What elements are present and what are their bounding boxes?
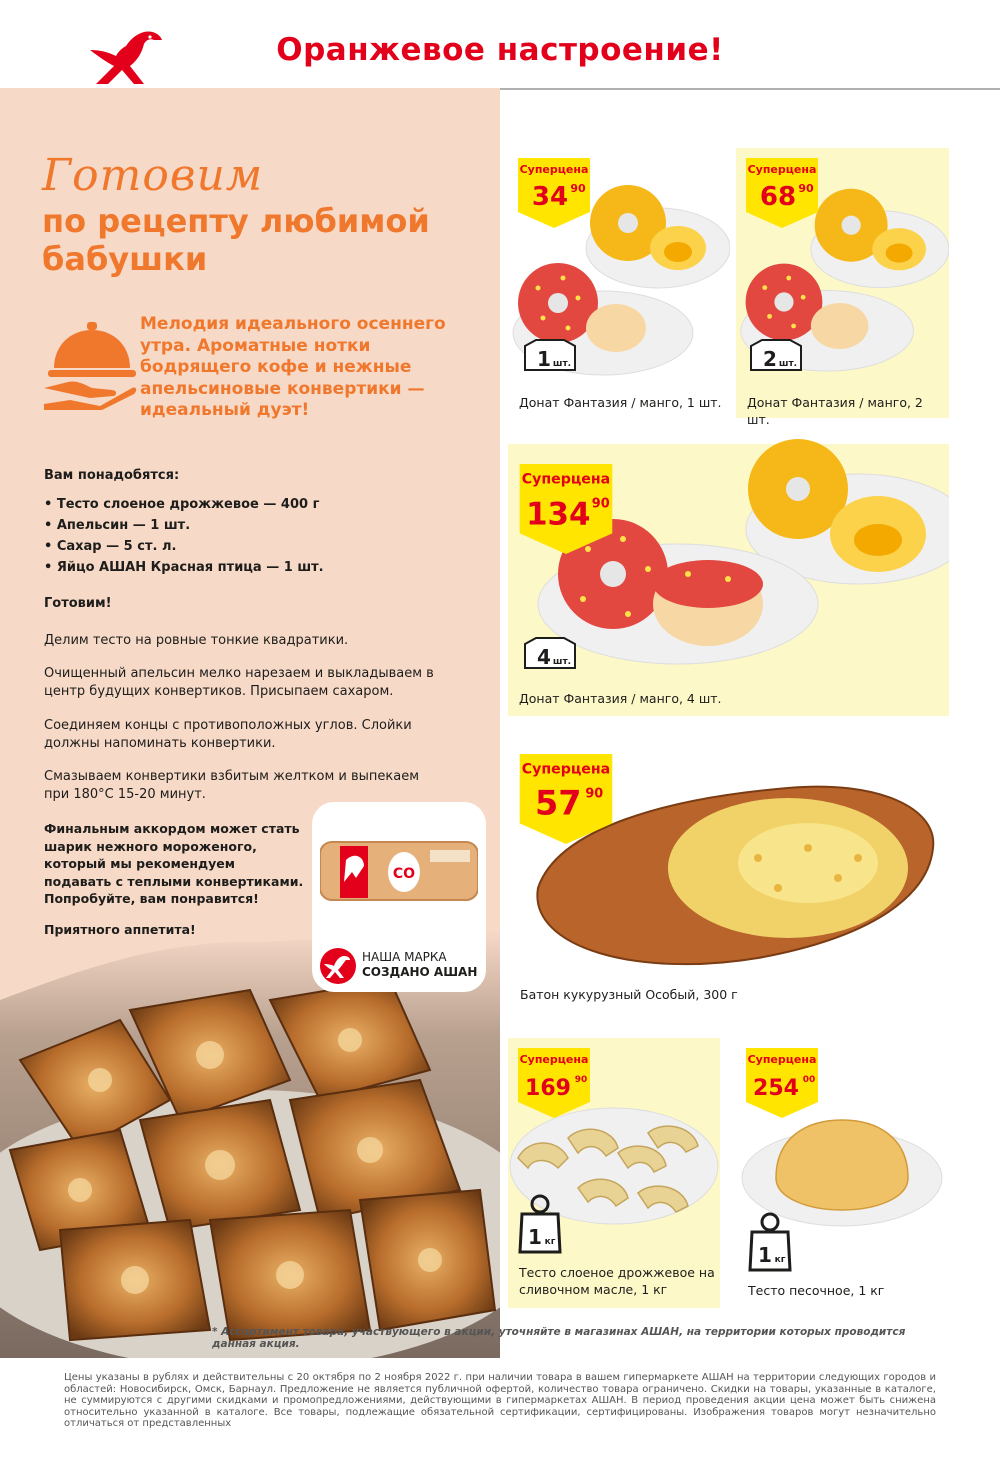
weight-value: 1 (528, 1225, 542, 1249)
page-title: Оранжевое настроение! (276, 32, 724, 68)
brand-line2: СОЗДАНО АШАН (362, 965, 478, 979)
price-cents: 90 (574, 1075, 588, 1085)
quantity-box-icon (522, 338, 578, 372)
brand-logo-icon (318, 948, 358, 984)
ingredient-item: • Апельсин — 1 шт. (44, 518, 191, 533)
product-card[interactable] (508, 444, 949, 716)
recipe-step: Делим тесто на ровные тонкие квадратики. (44, 633, 349, 648)
recipe-headline-line2: бабушки (42, 240, 208, 278)
recipe-headline-script: Готовим (42, 150, 264, 201)
quantity-unit: шт. (778, 359, 798, 369)
price-cents: 90 (570, 182, 586, 195)
weight-icon (748, 1210, 792, 1272)
price-main: 169 (525, 1076, 571, 1101)
recipe-headline-line1: по рецепту любимой (42, 202, 430, 240)
price-badge (746, 158, 818, 228)
quantity-value: 2 (763, 347, 777, 371)
weight-value: 1 (758, 1243, 772, 1267)
product-card[interactable] (508, 748, 949, 1018)
assortment-note: * Ассортимент товара, участвующего в акции, уточняйте в магазинах АШАН, на территории которых проводится данная акция. (212, 1326, 906, 1350)
auchan-bird-logo (86, 26, 166, 88)
egg-carton-image (320, 838, 478, 904)
price-main: 254 (753, 1076, 799, 1101)
ingredient-item: • Яйцо АШАН Красная птица — 1 шт. (44, 560, 324, 575)
egg-label: СО (392, 866, 416, 882)
badge-label: Суперцена (521, 761, 611, 778)
cooking-title: Готовим! (44, 596, 112, 611)
badge-label: Суперцена (747, 1053, 817, 1066)
price-badge (518, 158, 590, 228)
product-card[interactable] (736, 148, 949, 427)
brand-badge (312, 802, 486, 992)
product-name: Тесто слоеное дрожжевое на сливочном масле, 1 кг (519, 1265, 715, 1297)
recipe-step: Соединяем концы с противоположных углов. Слойки должны напоминать конвертики. (44, 718, 412, 751)
ingredients-list (44, 494, 324, 578)
product-card[interactable] (736, 1038, 949, 1308)
quantity-box-icon (522, 636, 578, 670)
product-card[interactable] (508, 1038, 720, 1308)
badge-label: Суперцена (521, 471, 611, 488)
badge-label: Суперцена (519, 163, 589, 176)
price-main: 134 (526, 496, 591, 533)
badge-label: Суперцена (747, 163, 817, 176)
price-badge (746, 1048, 818, 1118)
ingredient-item: • Сахар — 5 ст. л. (44, 539, 177, 554)
ingredients-title: Вам понадобятся: (44, 468, 180, 483)
weight-unit: кг (544, 1237, 556, 1247)
product-name: Донат Фантазия / манго, 4 шт. (519, 691, 722, 706)
product-name: Донат Фантазия / манго, 1 шт. (519, 395, 722, 410)
ingredient-item: • Тесто слоеное дрожжевое — 400 г (44, 497, 320, 512)
legal-disclaimer: Цены указаны в рублях и действительны с 20 октября по 2 ноября 2022 г. при наличии товара в вашем гипермаркете АШАН на территории следующих городов и областей: Новосибирск, Омск, Барнаул. Предложение не является публичной офертой, количество товара ограничено. Скидки на товары, указанные в каталоге, не суммируются с другими скидками и промопредложениями, действующими в гипермаркетах АШАН. В период проведения акции цена может быть снижена относительно указанной в каталоге. Все товары, подлежащие обязательной сертификации, сертифицированы. Изображения товаров могут незначительно отличаться от представленных (64, 1372, 936, 1430)
recipe-step: Очищенный апельсин мелко нарезаем и выкладываем в центр будущих конвертиков. Присыпаем сахаром. (44, 666, 434, 699)
brand-line1: НАША МАРКА (362, 950, 447, 964)
price-badge (518, 1048, 590, 1118)
product-name: Тесто песочное, 1 кг (748, 1283, 885, 1298)
weight-unit: кг (774, 1255, 786, 1265)
quantity-unit: шт. (552, 657, 572, 667)
pastry-photo (0, 930, 500, 1358)
quantity-unit: шт. (552, 359, 572, 369)
product-name: Батон кукурузный Особый, 300 г (520, 987, 738, 1002)
badge-label: Суперцена (519, 1053, 589, 1066)
recipe-intro: Мелодия идеального осеннего утра. Ароматные нотки бодрящего кофе и нежные апельсиновые конвертики — идеальный дуэт! (140, 314, 446, 420)
product-card[interactable] (508, 148, 730, 418)
price-cents: 90 (798, 182, 814, 195)
price-cents: 00 (802, 1075, 816, 1085)
recipe-final-note: Финальным аккордом может стать шарик нежного мороженого, который мы рекомендуем подавать с теплыми конвертиками. Попробуйте, вам понравится! (44, 821, 304, 906)
product-name: Донат Фантазия / манго, 2 шт. (747, 395, 923, 427)
quantity-value: 1 (537, 347, 551, 371)
quantity-box-icon (748, 338, 804, 372)
quantity-value: 4 (537, 645, 551, 669)
recipe-enjoy: Приятного аппетита! (44, 922, 196, 937)
price-cents: 90 (591, 496, 610, 512)
price-badge (518, 754, 614, 844)
price-main: 57 (535, 783, 582, 823)
price-badge (518, 464, 614, 554)
serving-cloche-icon (40, 318, 140, 410)
price-main: 68 (759, 182, 797, 212)
price-main: 34 (531, 182, 569, 212)
recipe-step: Смазываем конвертики взбитым желтком и выпекаем при 180°С 15-20 минут. (44, 769, 420, 802)
weight-icon (518, 1192, 562, 1254)
price-cents: 90 (585, 786, 604, 802)
